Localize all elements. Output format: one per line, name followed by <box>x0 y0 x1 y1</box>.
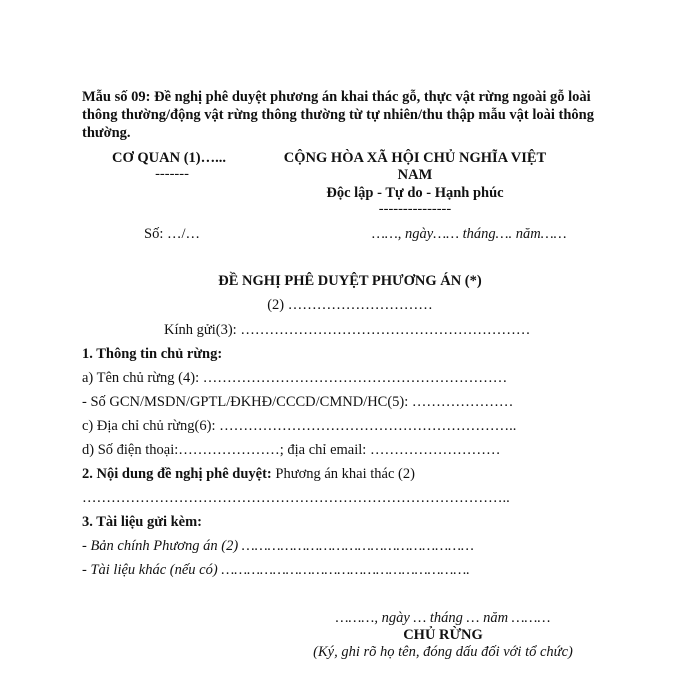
agency-rule: ------- <box>155 166 189 182</box>
motto-rule: --------------- <box>378 201 452 217</box>
attachment-other: - Tài liệu khác (nếu có) …………………………………………………. <box>82 562 470 578</box>
form-heading: Mẫu số 09: Đề nghị phê duyệt phương án khai thác gỗ, thực vật rừng ngoài gỗ loài thông thường/động vật rừng thông thường từ tự nhiên/thu thập mẫu vật loài thông thường. <box>82 89 594 141</box>
country-name-line2: NAM <box>397 167 433 183</box>
signature-note: (Ký, ghi rõ họ tên, đóng dấu đối với tổ chức) <box>313 644 573 660</box>
signature-date: ………, ngày … tháng … năm ……… <box>335 610 551 626</box>
national-motto: Độc lập - Tự do - Hạnh phúc <box>326 185 504 201</box>
forest-owner-name: a) Tên chủ rừng (4): ……………………………………………………… <box>82 370 508 386</box>
document-title: ĐỀ NGHỊ PHÊ DUYỆT PHƯƠNG ÁN (*) <box>218 273 482 289</box>
attachment-main: - Bản chính Phương án (2) ……………………………………………… <box>82 538 474 554</box>
document-number: Số: …/… <box>144 226 200 242</box>
section3-heading: 3. Tài liệu gửi kèm: <box>82 514 203 530</box>
forest-owner-address: c) Địa chỉ chủ rừng(6): …………………………………………………….. <box>82 418 517 434</box>
signature-role: CHỦ RỪNG <box>403 627 483 643</box>
recipient-line: Kính gửi(3): …………………………………………………… <box>164 322 531 338</box>
section2-line <box>82 466 415 483</box>
section1-heading: 1. Thông tin chủ rừng: <box>82 346 223 362</box>
country-name-line1: CỘNG HÒA XÃ HỘI CHỦ NGHĨA VIỆT <box>283 150 547 166</box>
date-place: ……, ngày…… tháng…. năm…… <box>372 226 567 242</box>
forest-owner-contact: d) Số điện thoại:…………………; địa chỉ email: ……………………… <box>82 442 501 458</box>
section2-dots: …………………………………………………………………………….. <box>82 490 510 506</box>
section2-text: Phương án khai thác (2) <box>271 466 415 482</box>
agency-name: CƠ QUAN (1)…... <box>112 150 226 166</box>
forest-owner-id: - Số GCN/MSDN/GPTL/ĐKHĐ/CCCD/CMND/HC(5): ………………… <box>82 394 514 410</box>
document-subtitle: (2) ………………………… <box>267 297 433 313</box>
section2-heading: 2. Nội dung đề nghị phê duyệt: <box>82 466 272 482</box>
